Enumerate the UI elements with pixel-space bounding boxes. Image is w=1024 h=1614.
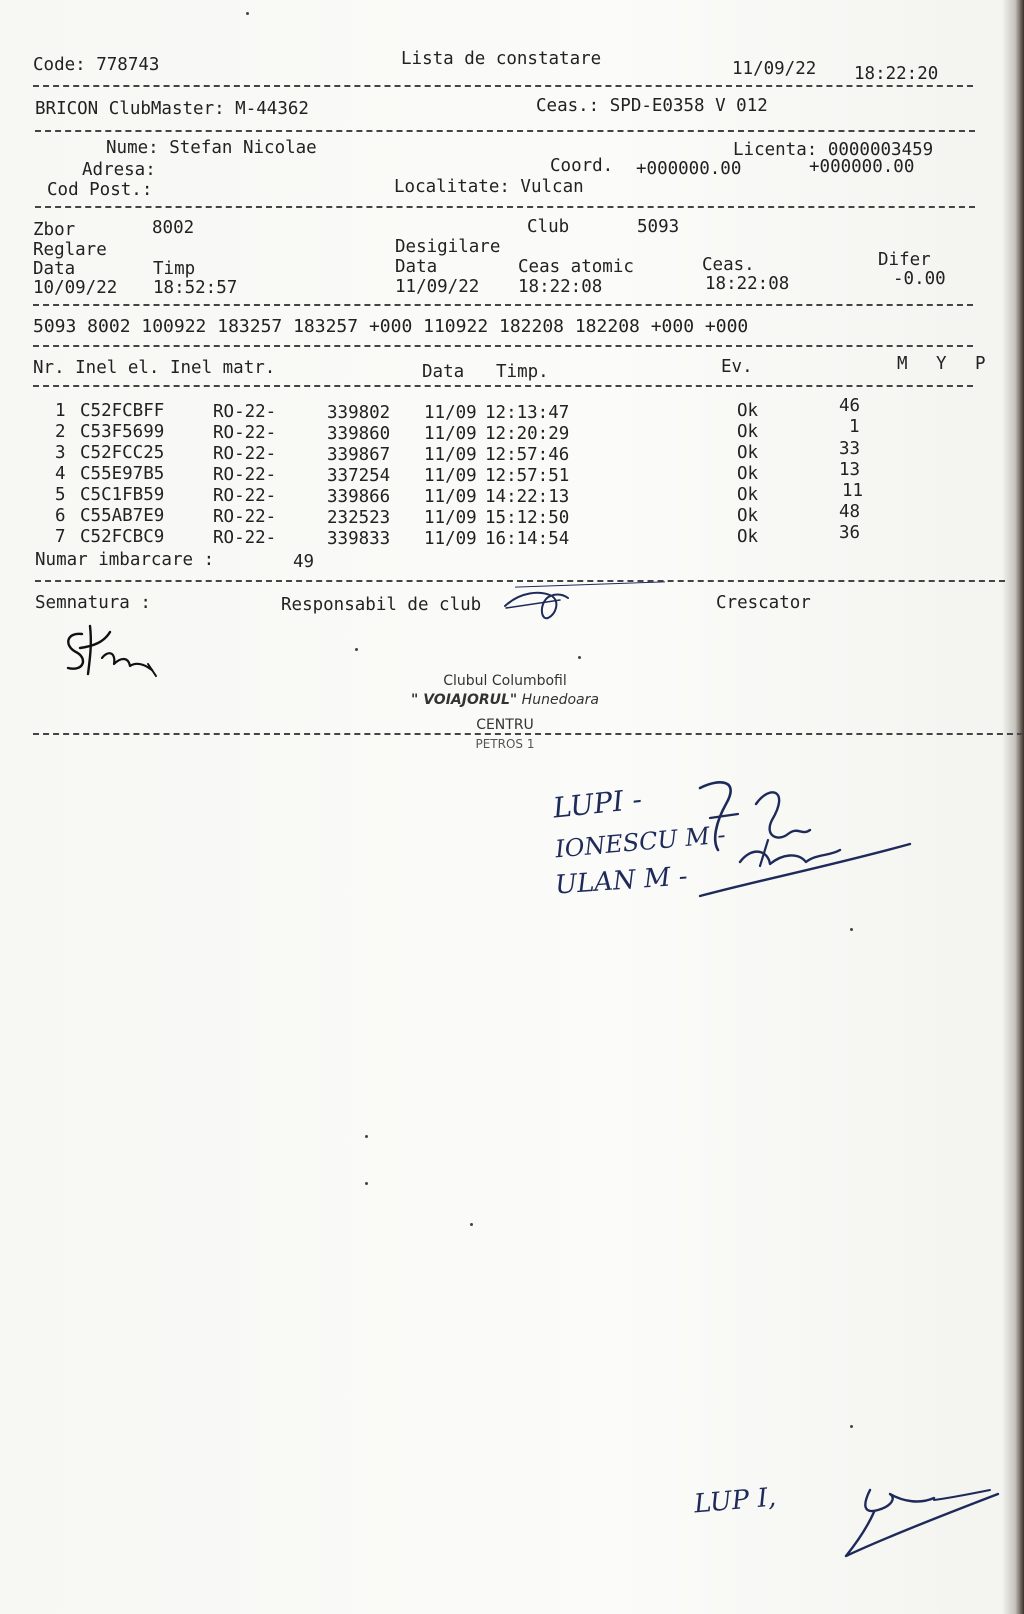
stamp-line-1: Clubul Columbofil xyxy=(443,673,567,689)
row-number: 7 xyxy=(55,527,66,547)
row-value: 48 xyxy=(839,502,861,522)
ring-number: 232523 xyxy=(327,508,391,528)
club-responsible-label: Responsabil de club xyxy=(281,595,482,615)
row-value: 11 xyxy=(842,481,864,501)
arrival-time: 12:57:46 xyxy=(485,445,570,465)
arrival-time: 14:22:13 xyxy=(485,487,570,507)
arrival-time: 12:13:47 xyxy=(485,403,570,423)
row-number: 5 xyxy=(55,485,66,505)
ring-prefix: RO-22- xyxy=(213,423,277,443)
row-number: 2 xyxy=(55,422,66,442)
electronic-ring: C52FCBFF xyxy=(80,401,165,421)
event-status: Ok xyxy=(737,527,759,547)
stamp-line-2 xyxy=(390,692,620,708)
address-label: Adresa: xyxy=(82,160,156,180)
difference-label: Difer xyxy=(878,250,931,270)
coord-label: Coord. xyxy=(550,156,614,176)
document-title: Lista de constatare xyxy=(401,49,602,69)
ring-number: 339802 xyxy=(327,403,391,423)
event-status: Ok xyxy=(737,443,759,463)
row-number: 4 xyxy=(55,464,66,484)
row-number: 1 xyxy=(55,401,66,421)
sync-time: 18:52:57 xyxy=(153,278,238,298)
col-header-time: Timp. xyxy=(496,362,549,382)
ring-number: 339833 xyxy=(327,529,391,549)
header-date: 11/09/22 xyxy=(732,59,817,79)
code-label: Code: 778743 xyxy=(33,55,160,75)
clubmaster-id: BRICON ClubMaster: M-44362 xyxy=(35,99,309,119)
signature-label: Semnatura : xyxy=(35,593,151,613)
club-label: Club xyxy=(527,217,570,237)
col-header-date: Data xyxy=(422,362,465,382)
paper-speck xyxy=(578,656,581,659)
col-header-m: M xyxy=(897,354,908,374)
breeder-label: Crescator xyxy=(716,593,811,613)
row-value: 33 xyxy=(839,439,861,459)
boarding-count: 49 xyxy=(293,552,315,572)
unseal-date: 11/09/22 xyxy=(395,277,480,297)
divider xyxy=(33,385,973,387)
ring-prefix: RO-22- xyxy=(213,528,277,548)
handwritten-name-3: ULAN M - xyxy=(554,861,689,901)
paper-speck xyxy=(355,648,358,651)
owner-name: Nume: Stefan Nicolae xyxy=(106,138,317,158)
coord-x: +000000.00 xyxy=(636,159,742,179)
arrival-date: 11/09 xyxy=(424,445,477,465)
clock-id: Ceas.: SPD-E0358 V 012 xyxy=(536,96,768,116)
stamp-line-4 xyxy=(390,737,620,751)
row-number: 3 xyxy=(55,443,66,463)
atomic-clock-label: Ceas atomic xyxy=(518,257,634,277)
unseal-label: Desigilare xyxy=(395,237,501,257)
divider xyxy=(35,206,975,208)
handwritten-name-2: IONESCU M - xyxy=(554,820,727,864)
footer-handwritten-name: LUP I, xyxy=(692,1482,778,1520)
col-header-rings: Nr. Inel el. Inel matr. xyxy=(33,358,276,378)
club-signature-scribble xyxy=(500,584,570,624)
paper-speck xyxy=(365,1182,368,1185)
electronic-ring: C5C1FB59 xyxy=(80,485,165,505)
boarding-count-label: Numar imbarcare : xyxy=(35,550,215,570)
arrival-date: 11/09 xyxy=(424,529,477,549)
clock-label: Ceas. xyxy=(702,255,755,275)
ring-prefix: RO-22- xyxy=(213,444,277,464)
sync-date-label: Data xyxy=(33,259,76,279)
stamp-city: Hunedoara xyxy=(517,692,599,708)
divider xyxy=(35,580,1005,582)
arrival-date: 11/09 xyxy=(424,424,477,444)
event-status: Ok xyxy=(737,464,759,484)
col-header-event: Ev. xyxy=(721,357,753,377)
paper-speck xyxy=(246,12,249,15)
stamp-line-3: CENTRU xyxy=(476,717,534,733)
divider xyxy=(33,85,973,87)
difference-value: -0.00 xyxy=(893,269,946,289)
club-number: 5093 xyxy=(637,217,680,237)
arrival-date: 11/09 xyxy=(424,508,477,528)
event-status: Ok xyxy=(737,485,759,505)
breeder-signature xyxy=(60,622,180,692)
electronic-ring: C53F5699 xyxy=(80,422,165,442)
sync-date: 10/09/22 xyxy=(33,278,118,298)
coord-y: +000000.00 xyxy=(809,157,915,177)
electronic-ring: C55AB7E9 xyxy=(80,506,165,526)
row-value: 46 xyxy=(839,396,861,416)
stamp-place: PETROS xyxy=(475,737,524,751)
row-value: 36 xyxy=(839,523,861,543)
handwritten-name-1: LUPI - xyxy=(551,782,644,825)
flight-number: 8002 xyxy=(152,218,195,238)
unseal-clock-time: 18:22:08 xyxy=(705,274,790,294)
row-value: 13 xyxy=(839,460,861,480)
paper-speck xyxy=(365,1135,368,1138)
ring-prefix: RO-22- xyxy=(213,486,277,506)
divider xyxy=(33,304,973,306)
ring-prefix: RO-22- xyxy=(213,402,277,422)
arrival-time: 16:14:54 xyxy=(485,529,570,549)
arrival-date: 11/09 xyxy=(424,403,477,423)
ring-number: 339867 xyxy=(327,445,391,465)
ring-prefix: RO-22- xyxy=(213,465,277,485)
ring-number: 339860 xyxy=(327,424,391,444)
stamp-club-name: " VOIAJORUL" xyxy=(411,692,518,708)
handwritten-signatures-blue xyxy=(660,770,920,910)
ring-number: 337254 xyxy=(327,466,391,486)
locality: Localitate: Vulcan xyxy=(394,177,584,197)
row-number: 6 xyxy=(55,506,66,526)
paper-speck xyxy=(850,1425,853,1428)
summary-code-line: 5093 8002 100922 183257 183257 +000 110922 182208 182208 +000 +000 xyxy=(33,316,749,337)
header-time: 18:22:20 xyxy=(854,64,939,84)
divider xyxy=(33,345,973,347)
electronic-ring: C55E97B5 xyxy=(80,464,165,484)
event-status: Ok xyxy=(737,506,759,526)
footer-signature xyxy=(830,1480,1010,1570)
stamp-number: 1 xyxy=(526,737,535,751)
unseal-atomic-time: 18:22:08 xyxy=(518,277,603,297)
paper-edge-shadow xyxy=(1002,0,1024,1614)
ring-prefix: RO-22- xyxy=(213,507,277,527)
divider xyxy=(35,130,975,132)
postal-code-label: Cod Post.: xyxy=(47,180,153,200)
arrival-date: 11/09 xyxy=(424,466,477,486)
arrival-date: 11/09 xyxy=(424,487,477,507)
arrival-time: 15:12:50 xyxy=(485,508,570,528)
flight-label: Zbor xyxy=(33,220,76,240)
event-status: Ok xyxy=(737,422,759,442)
electronic-ring: C52FCC25 xyxy=(80,443,165,463)
ring-number: 339866 xyxy=(327,487,391,507)
license-number: Licenta: 0000003459 xyxy=(733,140,934,160)
sync-label: Reglare xyxy=(33,240,107,260)
paper-speck xyxy=(850,928,853,931)
col-header-p: P xyxy=(975,354,986,374)
divider xyxy=(33,733,1023,735)
electronic-ring: C52FCBC9 xyxy=(80,527,165,547)
arrival-time: 12:20:29 xyxy=(485,424,570,444)
event-status: Ok xyxy=(737,401,759,421)
row-value: 1 xyxy=(849,417,860,437)
sync-time-label: Timp xyxy=(153,259,196,279)
col-header-y: Y xyxy=(936,354,947,374)
paper-speck xyxy=(470,1223,473,1226)
arrival-time: 12:57:51 xyxy=(485,466,570,486)
unseal-date-label: Data xyxy=(395,257,438,277)
